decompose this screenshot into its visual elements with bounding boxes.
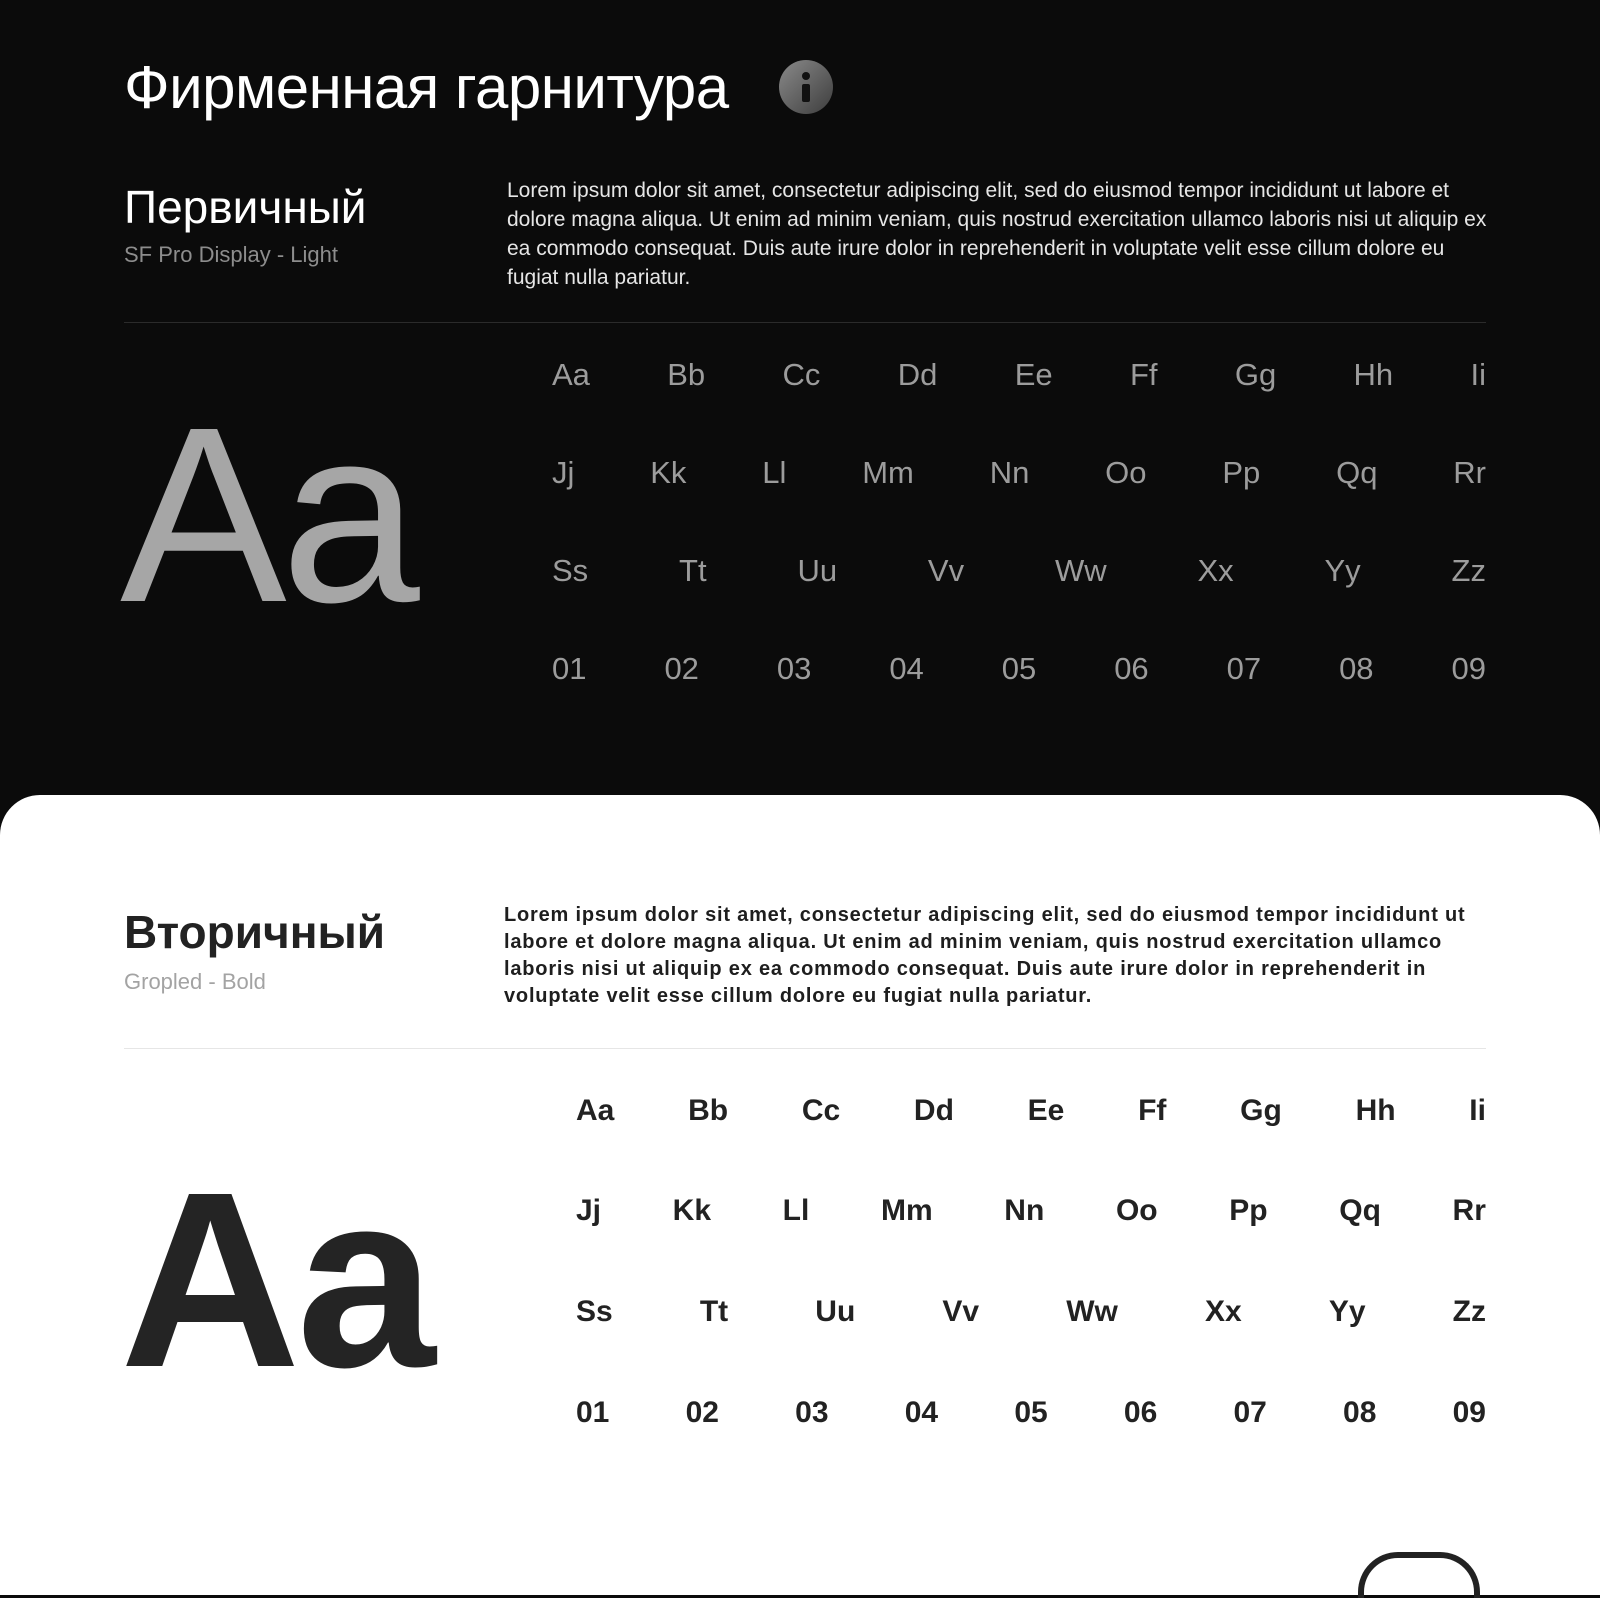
- glyph: Kk: [672, 1194, 712, 1227]
- glyph: Ff: [1138, 1094, 1167, 1127]
- glyph: Nn: [989, 455, 1030, 490]
- glyph: Vv: [942, 1295, 980, 1328]
- glyph: Aa: [576, 1094, 615, 1127]
- secondary-font-title: Вторичный: [124, 906, 386, 958]
- glyph: Ll: [782, 1194, 810, 1227]
- secondary-glyph-row-1: [576, 1086, 1486, 1136]
- glyph: Yy: [1328, 1295, 1366, 1328]
- secondary-glyph-row-2: [576, 1186, 1486, 1236]
- primary-font-title: Первичный: [124, 181, 367, 233]
- glyph: Gg: [1234, 357, 1277, 392]
- primary-glyph-row-3: [552, 546, 1486, 596]
- secondary-font-meta: Gropled - Bold: [124, 969, 266, 994]
- glyph: Tt: [699, 1295, 729, 1328]
- glyph: 03: [776, 651, 812, 686]
- glyph: Cc: [801, 1094, 841, 1127]
- secondary-divider: [124, 1048, 1486, 1049]
- glyph: Hh: [1353, 357, 1394, 392]
- glyph: Hh: [1355, 1094, 1396, 1127]
- glyph: Xx: [1205, 1295, 1242, 1328]
- glyph: Ii: [1469, 1094, 1486, 1127]
- secondary-big-sample: Aa: [120, 1140, 432, 1419]
- glyph: Vv: [927, 553, 965, 588]
- glyph: 07: [1233, 1396, 1267, 1429]
- glyph: 06: [1114, 651, 1149, 686]
- glyph: Ee: [1027, 1094, 1065, 1127]
- glyph: Zz: [1451, 553, 1486, 588]
- page-title: Фирменная гарнитура: [124, 54, 729, 121]
- glyph: 05: [1014, 1396, 1048, 1429]
- glyph: Dd: [897, 357, 938, 392]
- glyph: Jj: [576, 1194, 602, 1227]
- glyph: 07: [1226, 651, 1262, 686]
- glyph: Cc: [782, 357, 821, 392]
- glyph: Gg: [1240, 1094, 1282, 1127]
- glyph: Nn: [1004, 1194, 1045, 1227]
- secondary-glyph-row-3: [576, 1287, 1486, 1337]
- glyph: Pp: [1222, 455, 1261, 490]
- glyph: Qq: [1336, 455, 1378, 490]
- primary-font-meta: SF Pro Display - Light: [124, 242, 338, 267]
- primary-description: Lorem ipsum dolor sit amet, consectetur adipiscing elit, sed do eiusmod tempor incididunt ut labore et dolore magna aliqua. Ut enim ad minim veniam, quis nostrud exercitation ullamco laboris nisi ut aliquip ex ea commodo consequat. Duis aute irure dolor in reprehenderit in voluptate velit esse cillum dolore eu fugiat nulla pariatur.: [507, 179, 1487, 289]
- glyph: Ww: [1054, 553, 1107, 588]
- decorative-shape: [1358, 1552, 1480, 1598]
- secondary-glyph-row-4: [576, 1388, 1486, 1438]
- glyph: 08: [1339, 651, 1374, 686]
- glyph: 06: [1123, 1396, 1158, 1429]
- glyph: Ww: [1066, 1295, 1118, 1328]
- glyph: Jj: [552, 455, 575, 490]
- glyph: 02: [664, 651, 699, 686]
- glyph: Uu: [797, 553, 838, 588]
- info-icon[interactable]: [779, 60, 833, 114]
- glyph: Aa: [552, 357, 590, 392]
- glyph: Ss: [552, 553, 589, 588]
- glyph: 05: [1001, 651, 1037, 686]
- glyph: 03: [795, 1396, 829, 1429]
- glyph: Tt: [679, 553, 707, 588]
- glyph: Yy: [1324, 553, 1361, 588]
- glyph: 09: [1452, 1396, 1486, 1429]
- glyph: Xx: [1197, 553, 1234, 588]
- glyph: 01: [576, 1396, 610, 1429]
- glyph: Dd: [913, 1094, 954, 1127]
- glyph: 04: [889, 651, 924, 686]
- glyph: Ee: [1014, 357, 1053, 392]
- glyph: Rr: [1452, 1194, 1486, 1227]
- primary-big-sample: Aa: [120, 375, 414, 654]
- glyph: Oo: [1105, 455, 1147, 490]
- glyph: Rr: [1453, 455, 1486, 490]
- glyph: Mm: [862, 455, 914, 490]
- glyph: Uu: [815, 1295, 856, 1328]
- glyph: Oo: [1115, 1194, 1158, 1227]
- glyph: Qq: [1339, 1194, 1381, 1227]
- glyph: 08: [1343, 1396, 1377, 1429]
- glyph: 02: [685, 1396, 719, 1429]
- primary-glyph-row-1: [552, 350, 1486, 400]
- glyph: Bb: [667, 357, 706, 392]
- glyph: 04: [904, 1396, 939, 1429]
- secondary-description: Lorem ipsum dolor sit amet, consectetur adipiscing elit, sed do eiusmod tempor incididunt ut labore et dolore magna aliqua. Ut enim ad minim veniam, quis nostrud exercitation ullamco laboris nisi ut aliquip ex ea commodo consequat. Duis aute irure dolor in reprehenderit in voluptate velit esse cillum dolore eu fugiat nulla pariatur.: [504, 904, 1466, 1007]
- glyph: Pp: [1229, 1194, 1268, 1227]
- primary-glyph-row-2: [552, 448, 1486, 498]
- primary-divider: [124, 322, 1486, 323]
- glyph: 01: [552, 651, 587, 686]
- glyph: Ll: [762, 455, 787, 490]
- glyph: Kk: [650, 455, 687, 490]
- glyph: Ff: [1129, 357, 1158, 392]
- glyph: Mm: [880, 1194, 933, 1227]
- glyph: Bb: [688, 1094, 729, 1127]
- primary-glyph-row-4: [552, 644, 1486, 694]
- glyph: Zz: [1452, 1295, 1486, 1328]
- glyph: Ii: [1470, 357, 1486, 392]
- glyph: 09: [1451, 651, 1486, 686]
- glyph: Ss: [576, 1295, 613, 1328]
